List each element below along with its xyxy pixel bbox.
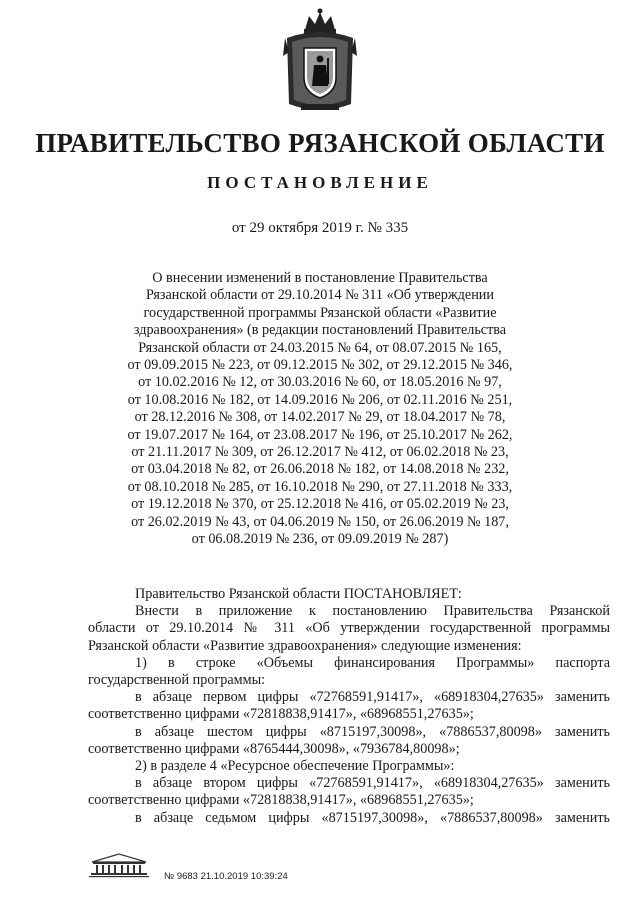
subject-line: от 21.11.2017 № 309, от 26.12.2017 № 412, от 06.02.2018 № 23, (131, 444, 509, 461)
subject-line: от 10.02.2016 № 12, от 30.03.2016 № 60, от 18.05.2016 № 97, (138, 374, 502, 391)
subject-line: от 26.02.2019 № 43, от 04.06.2019 № 150, от 26.06.2019 № 187, (131, 513, 509, 530)
body-line: 1) в строке «Объемы финансирования Программы» паспорта (135, 654, 610, 671)
document-date: от 29 октября 2019 г. № 335 (231, 220, 409, 236)
subject-line: от 19.12.2018 № 370, от 25.12.2018 № 416, от 05.02.2019 № 23, (131, 496, 509, 513)
subject-line: от 08.10.2018 № 285, от 16.10.2018 № 290, от 27.11.2018 № 333, (127, 478, 513, 495)
body-line: Рязанской области «Развитие здравоохранения» следующие изменения: (88, 637, 522, 654)
subject-line: Рязанской области от 24.03.2015 № 64, от 08.07.2015 № 165, (138, 339, 502, 356)
subject-line: О внесении изменений в постановление Правительства (152, 270, 488, 286)
body-line: в абзаце седьмом цифры «8715197,30098», «7886537,80098» заменить (135, 809, 610, 826)
decree-line: Правительство Рязанской области ПОСТАНОВЛЯЕТ: (135, 586, 462, 602)
body-line: соответственно цифрами «8765444,30098», «7936784,80098»; (88, 740, 460, 757)
body-line: Внести в приложение к постановлению Правительства Рязанской (135, 603, 610, 620)
authority-title: ПРАВИТЕЛЬСТВО РЯЗАНСКОЙ ОБЛАСТИ (35, 128, 605, 158)
body-line: в абзаце шестом цифры «8715197,30098», «7886537,80098» заменить (135, 723, 610, 740)
body-line: в абзаце первом цифры «72768591,91417», «68918304,27635» заменить (135, 689, 610, 706)
subject-line: от 19.07.2017 № 164, от 23.08.2017 № 196, от 25.10.2017 № 262, (127, 426, 513, 443)
subject-line: от 06.08.2019 № 236, от 09.09.2019 № 287) (191, 531, 449, 548)
body-line: 2) в разделе 4 «Ресурсное обеспечение Программы»: (135, 758, 455, 775)
subject-line: Рязанской области от 29.10.2014 № 311 «Об утверждении (146, 287, 494, 304)
document-body (88, 586, 610, 827)
subject-line: здравоохранения» (в редакции постановлений Правительства (133, 322, 507, 339)
body-line: области от 29.10.2014 № 311 «Об утверждении государственной программы (88, 620, 610, 637)
subject-line: от 28.12.2016 № 308, от 14.02.2017 № 29, от 18.04.2017 № 78, (134, 409, 506, 426)
government-building-icon (88, 852, 150, 878)
body-line: соответственно цифрами «72818838,91417», «68968551,27635»; (88, 706, 474, 723)
body-line: государственной программы: (88, 672, 266, 689)
subject-line: от 03.04.2018 № 82, от 26.06.2018 № 182, от 14.08.2018 № 232, (131, 461, 509, 478)
body-line: в абзаце втором цифры «72768591,91417», «68918304,27635» заменить (135, 775, 610, 792)
registration-stamp: № 9683 21.10.2019 10:39:24 (164, 871, 288, 882)
body-line: соответственно цифрами «72818838,91417», «68968551,27635»; (88, 792, 474, 809)
document-type: ПОСТАНОВЛЕНИЕ (207, 173, 433, 192)
subject-line: от 10.08.2016 № 182, от 14.09.2016 № 206, от 02.11.2016 № 251, (127, 391, 513, 408)
subject-line: от 09.09.2015 № 223, от 09.12.2015 № 302, от 29.12.2015 № 346, (127, 357, 513, 374)
document-subject (60, 270, 580, 549)
coat-of-arms-icon (283, 8, 357, 116)
subject-line: государственной программы Рязанской области «Развитие (143, 304, 497, 321)
